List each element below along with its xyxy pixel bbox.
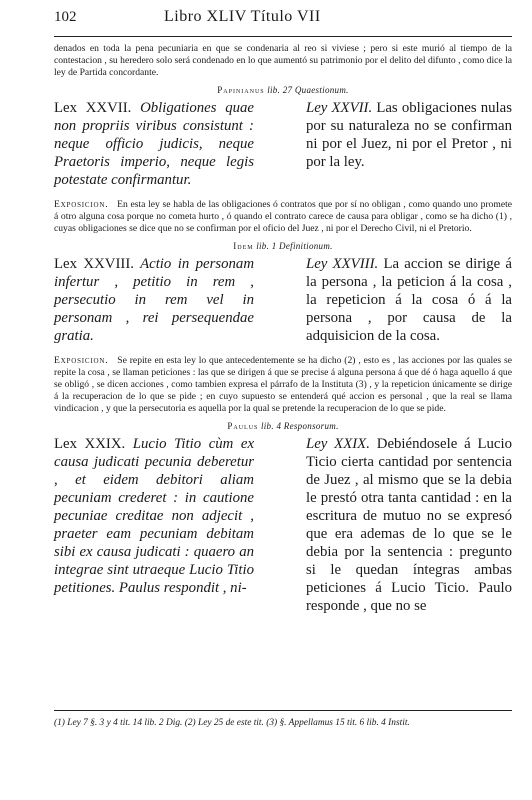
running-title: Libro XLIV Título VII — [164, 8, 321, 25]
exposicion-paragraph — [54, 199, 512, 235]
source-citation — [54, 421, 512, 431]
source-citation — [54, 241, 512, 251]
spanish-law-text: La accion se dirige á la persona , la peticion á la cosa , la repeticion á la cosa ó á la persona , por causa de la adquisicion de la cosa. — [306, 256, 512, 344]
spanish-text-block — [306, 255, 512, 345]
exposicion-text: En esta ley se habla de las obligaciones ó contratos que por sí no obligan , como quando uno promete á otro alguna cosa porque no cometa hurto , ó quando el contrato carece de causa para obligar , como se ha dicho (1) , cuyas obligaciones se dice que no se confirman por el oficio del Juez , ni por el Derecho Civil, ni el Pretorio. — [54, 199, 513, 234]
source-author: Paulus — [227, 421, 259, 431]
spanish-law-label: Ley XXVII. — [306, 100, 373, 116]
exposicion-paragraph — [54, 355, 512, 415]
law-pair — [54, 255, 512, 345]
page-number: 102 — [54, 9, 77, 25]
latin-text-block — [54, 99, 254, 189]
spanish-text-block — [306, 435, 512, 615]
latin-text-block — [54, 255, 254, 345]
latin-law-text: Lucio Titio cùm ex causa judicati pecunia deberetur , et eidem debitori aliam pecuniam crederet : in cautione pecuniae creditae non adjecit , praeter eam pecuniam debitam sibi ex causa judicati : quaero an integrae sint utraeque Lucio Titio petitiones. Paulus respondit , ni- — [54, 436, 255, 596]
law-pair — [54, 99, 512, 189]
source-citation — [54, 85, 512, 95]
source-work: lib. 4 Responsorum. — [260, 421, 339, 431]
spanish-law-text: Debiéndosele á Lucio Ticio cierta cantidad por sentencia de Juez , al mismo que se la debia le prestó otra tanta cantidad : en la escritura de mutuo no se expresó que era ademas de lo que se le debia por la sentencia : pregunto si le quedan íntegras ambas peticiones á Lucio Ticio. Paulo responde , que no se — [306, 436, 513, 614]
law-pair — [54, 435, 512, 615]
source-author: Papinianus — [217, 85, 265, 95]
spanish-law-label: Ley XXIX. — [306, 436, 370, 452]
exposicion-label: Exposicion. — [54, 355, 109, 366]
spanish-law-text: Las obligaciones nulas por su naturaleza no se confirman ni por el Juez, ni por el Pretor , ni por la ley. — [306, 100, 512, 170]
source-work: lib. 27 Quaestionum. — [267, 85, 349, 95]
source-author: Idem — [233, 241, 254, 251]
latin-law-label: Lex XXIX. — [54, 436, 126, 452]
exposicion-label: Exposicion. — [54, 199, 109, 210]
page-header — [54, 8, 512, 37]
exposicion-text: Se repite en esta ley lo que antecedentemente se ha dicho (2) , esto es , las acciones por las quales se repite la cosa , se llaman peticiones : las que se dirigen á que se precise á alguna persona á que dé ó haga aquello á que se obligó , se dicen acciones , como tambien expresa el párrafo de la Instituta (3) , y la repeticion únicamente se dirige á la recuperacion de lo que se pide ; en cuyo supuesto se entenderá qué accion es personal , que la real se llama vindicacion , y que la persecutoria es aquella por la qual se pretende la recuperacion de lo que se pide. — [54, 355, 513, 414]
continued-paragraph: denados en toda la pena pecuniaria en que se condenaria al reo si viviese ; pero si este murió al tiempo de la contestacion , su heredero solo será condenado en lo que aumentó su patrimonio por el delito del difunto , como dice la ley de Partida concordante. — [54, 43, 512, 78]
latin-law-label: Lex XXVII. — [54, 100, 132, 116]
footnotes: (1) Ley 7 §. 3 y 4 tit. 14 lib. 2 Dig. (2) Ley 25 de este tit. (3) §. Appellamus 15 tit. 6 lib. 4 Instit. — [54, 710, 512, 729]
latin-law-text: Obligationes quae non propriis viribus consistunt : neque officio judicis, neque Praetoris imperio, neque legis potestate confirmantur. — [54, 100, 254, 188]
spanish-text-block — [306, 99, 512, 189]
latin-law-label: Lex XXVIII. — [54, 256, 134, 272]
source-work: lib. 1 Definitionum. — [256, 241, 333, 251]
spanish-law-label: Ley XXVIII. — [306, 256, 379, 272]
latin-text-block — [54, 435, 254, 615]
latin-law-text: Actio in personam infertur , petitio in rem , persecutio in rem vel in personam , rei persequendae gratia. — [54, 256, 254, 344]
